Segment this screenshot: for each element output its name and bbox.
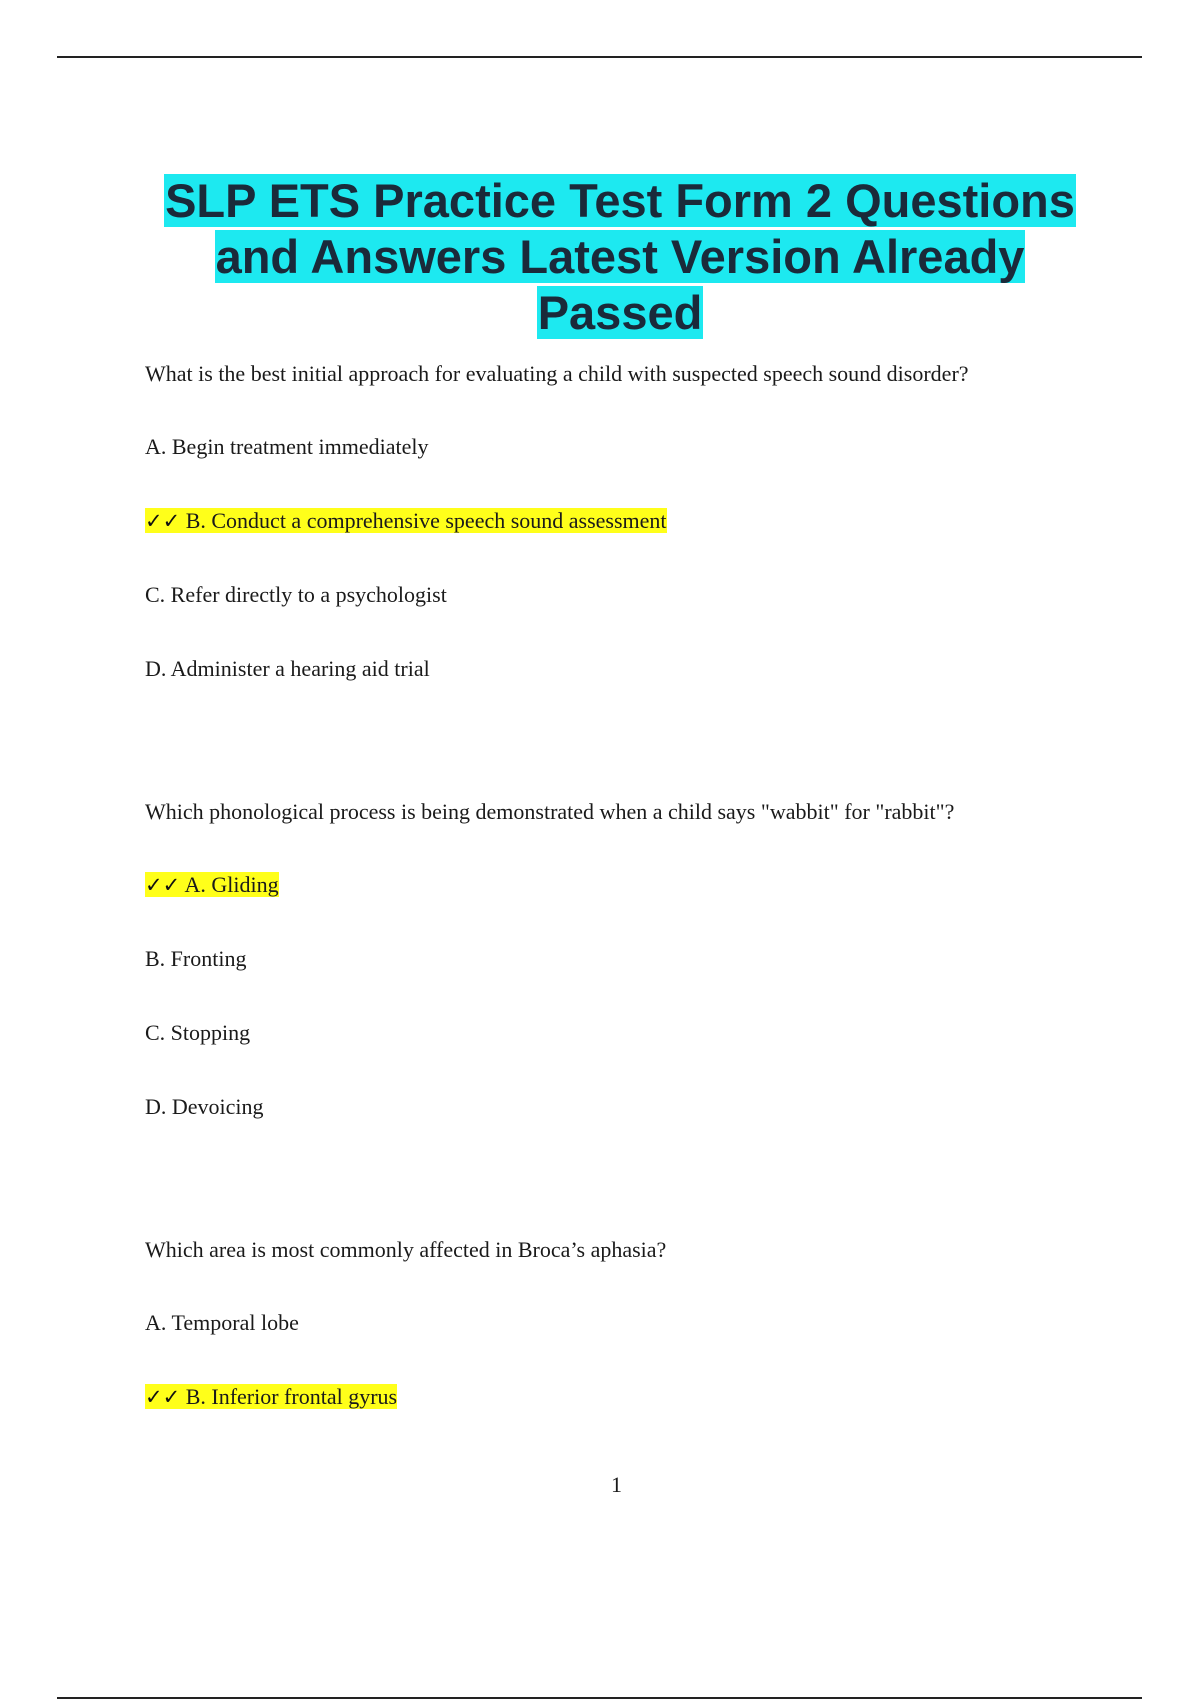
option-label: A. Gliding [184, 872, 279, 897]
question-text: What is the best initial approach for evaluating a child with suspected speech sound disorder? [145, 361, 969, 386]
page-number: 1 [611, 1472, 622, 1497]
option-label: B. Fronting [145, 946, 247, 971]
answer-option [145, 1092, 1085, 1166]
title-line-3: Passed [537, 286, 703, 340]
check-mark-icon: ✓✓ [145, 1385, 181, 1409]
header-rule [57, 56, 1142, 58]
question-text: Which phonological process is being demonstrated when a child says "wabbit" for "rabbit"? [145, 799, 955, 824]
option-label: B. Conduct a comprehensive speech sound assessment [185, 508, 667, 533]
question-block [145, 798, 1085, 1166]
correct-answer-highlight [145, 872, 279, 897]
option-label: D. Devoicing [145, 1094, 264, 1119]
title-line-2: and Answers Latest Version Already [215, 230, 1025, 284]
option-label: A. Temporal lobe [145, 1310, 299, 1335]
questions-body [145, 360, 1085, 1456]
correct-answer-highlight [145, 508, 667, 533]
option-label: C. Stopping [145, 1020, 251, 1045]
answer-option-correct [145, 506, 1085, 580]
question-block [145, 1236, 1085, 1456]
answer-option-correct [145, 870, 1085, 944]
question-block [145, 360, 1085, 728]
option-label: C. Refer directly to a psychologist [145, 582, 447, 607]
answer-option [145, 654, 1085, 728]
correct-answer-highlight [145, 1384, 397, 1409]
footer-rule [57, 1697, 1142, 1699]
answer-option [145, 1308, 1085, 1382]
option-label: B. Inferior frontal gyrus [185, 1384, 398, 1409]
option-label: D. Administer a hearing aid trial [145, 656, 430, 681]
answer-option [145, 944, 1085, 1018]
document-title [130, 173, 1110, 341]
check-mark-icon: ✓✓ [145, 509, 181, 533]
title-line-1: SLP ETS Practice Test Form 2 Questions [165, 174, 1075, 228]
answer-option-correct [145, 1382, 1085, 1456]
question-text: Which area is most commonly affected in Broca’s aphasia? [145, 1237, 667, 1262]
answer-option [145, 1018, 1085, 1092]
option-label: A. Begin treatment immediately [145, 434, 429, 459]
check-mark-icon: ✓✓ [145, 873, 181, 897]
answer-option [145, 432, 1085, 506]
answer-option [145, 580, 1085, 654]
